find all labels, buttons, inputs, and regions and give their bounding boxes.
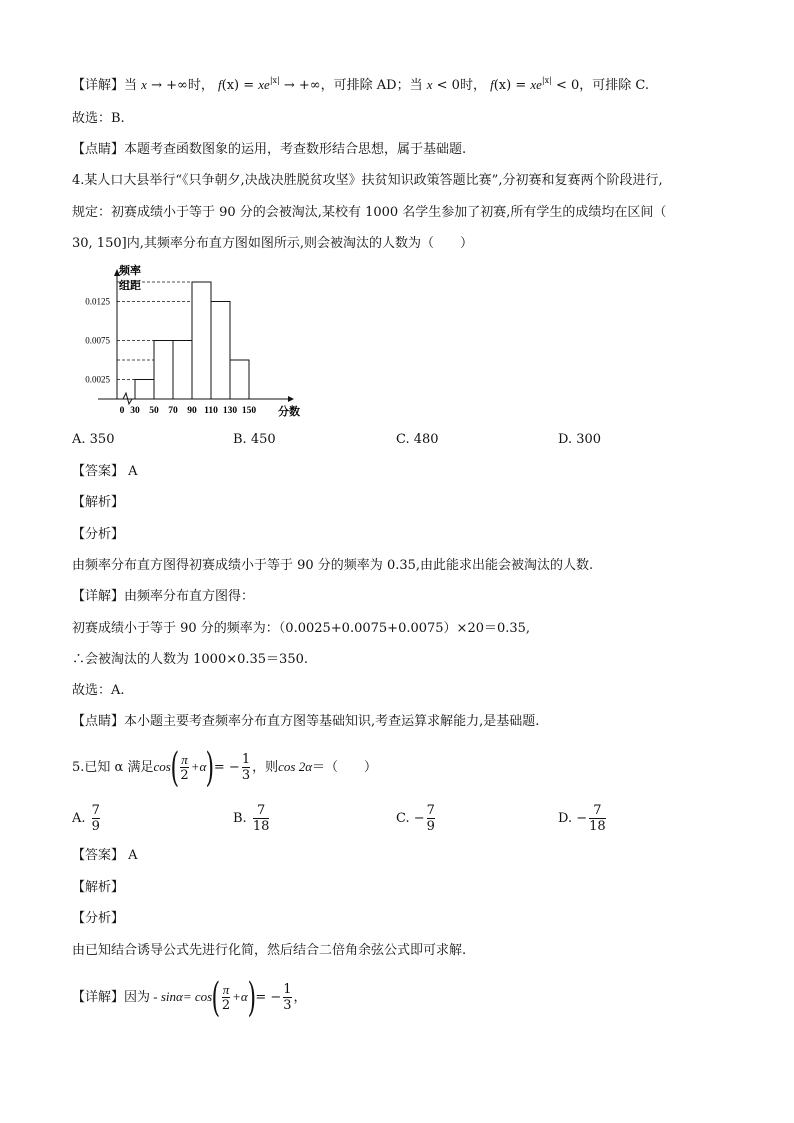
q5-detail: 【详解】因为 - sinα= cos( $\frac{\pi}{2}$ +α)= − $\frac{1}{3}$ ， [72,974,307,1021]
q4-analysis-tag: 【解析】 [72,495,125,510]
x-tick-label: 130 [222,406,238,416]
x-tick-label: 90 [187,406,197,416]
q4-answer: 【答案】 A [72,464,138,479]
histogram-bar-130-150 [230,360,249,399]
q4-stem-line2: 规定：初赛成绩小于等于 90 分的会被淘汰,某校有 1000 名学生参加了初赛,所有学生的成绩均在区间（ [72,205,667,220]
q4-option-c: C. 480 [396,432,439,447]
y-label-line1: 频率 [119,265,141,277]
q5-option-d: D. − $\frac{7}{18}$ [558,803,606,834]
q5-option-b: B. $\frac{7}{18}$ [233,803,270,834]
q5-stem: 5.已知 α 满足cos( $\frac{\pi}{2}$ +α)= − $\frac{1}{3}$ ，则cos 2α＝（ ） [72,744,378,791]
q4-detail: 【详解】由频率分布直方图得： [72,589,255,604]
q4-stem-line3: 30, 150]内,其频率分布直方图如图所示,则会被淘汰的人数为（ ） [72,236,473,251]
q4-stem-line1: 4.某人口大县举行“《只争朝夕,决战决胜脱贫攻坚》扶贫知识政策答题比赛”,分初赛和复赛两个阶段进行, [72,173,663,188]
y-tick-label: 0.0125 [85,296,110,307]
histogram-bar-90-110 [192,282,211,399]
q4-comment: 【点睛】本小题主要考查频率分布直方图等基础知识,考查运算求解能力,是基础题. [72,714,540,729]
histogram-bar-110-130 [211,302,230,400]
q4-option-a: A. 350 [72,432,115,447]
q4-option-d: D. 300 [558,432,602,447]
histogram-layer [85,269,294,416]
histogram-bar-70-90 [173,341,192,400]
detail-tag: 【详解】 [72,589,125,604]
y-label-line2: 组距 [119,280,141,292]
q3-detail-line: 【详解】当 x → +∞时， $f(x) = xe^{|x|}$ → +∞，可排除 AD；当 x < 0时， $f(x) = xe^{|x|} < 0$，可排除 C. [72,76,650,93]
x-tick-label: 150 [241,406,257,416]
q4-breakdown: 由频率分布直方图得初赛成绩小于等于 90 分的频率为 0.35,由此能求出能会被淘汰的人数. [72,558,594,573]
x-tick-label: 0 [119,406,125,416]
detail-tag: 【详解】 [72,78,125,93]
q5-answer: 【答案】 A [72,848,138,863]
q4-option-b: B. 450 [233,432,276,447]
answer-tag: 【答案】 [72,848,125,863]
histogram-bar-30-50 [135,380,154,400]
histogram-chart [70,262,310,422]
x-tick-label: 70 [168,406,178,416]
x-tick-label: 50 [149,406,159,416]
q5-option-c: C. − $\frac{7}{9}$ [396,803,435,834]
q5-breakdown-tag: 【分析】 [72,911,125,926]
comment-tag: 【点睛】 [72,714,125,729]
q5-breakdown: 由已知结合诱导公式先进行化简，然后结合二倍角余弦公式即可求解. [72,943,467,958]
answer-tag: 【答案】 [72,464,125,479]
x-axis-arrow [288,396,294,402]
q5-option-a: A. $\frac{7}{9}$ [72,803,100,834]
q4-calc: 初赛成绩小于等于 90 分的频率为：（0.0025+0.0075+0.0075）×20＝0.35, [72,621,531,636]
comment-tag: 【点睛】 [72,142,125,157]
q5-analysis-tag: 【解析】 [72,880,125,895]
x-tick-label: 30 [130,406,140,416]
q3-choose: 故选：B. [72,111,125,126]
x-tick-label: 110 [204,406,218,416]
q3-comment: 【点睛】本题考查函数图象的运用，考查数形结合思想，属于基础题. [72,142,467,157]
x-label: 分数 [278,406,300,418]
y-tick-label: 0.0075 [85,335,110,346]
histogram-bar-50-70 [154,341,173,400]
q4-result: ∴会被淘汰的人数为 1000×0.35＝350. [72,652,308,667]
detail-tag: 【详解】 [72,990,125,1005]
q4-breakdown-tag: 【分析】 [72,527,125,542]
y-tick-label: 0.0025 [85,374,110,385]
q4-choose: 故选：A. [72,683,125,698]
